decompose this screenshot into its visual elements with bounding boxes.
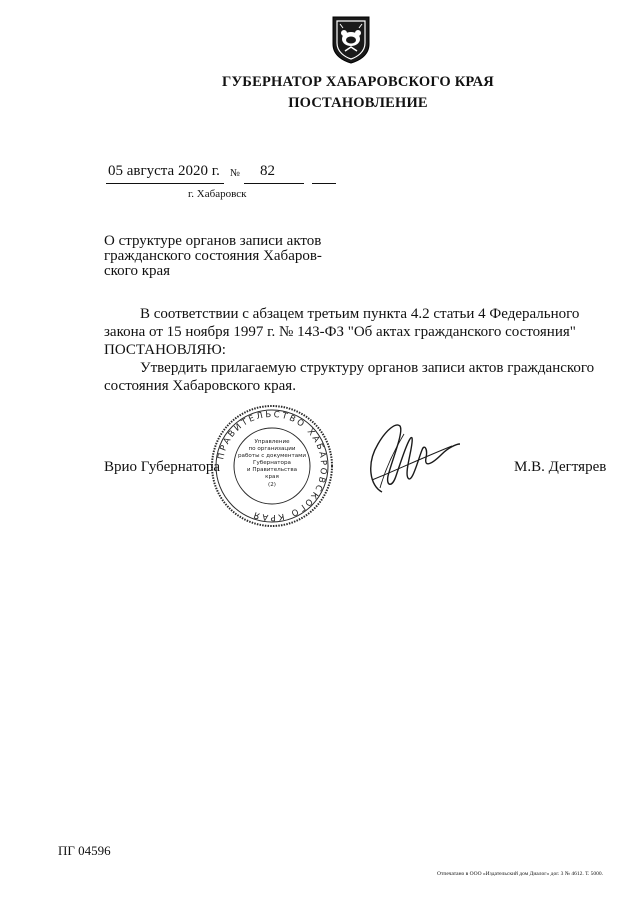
number-underline: [244, 183, 304, 184]
subject-line: гражданского состояния Хабаров-: [104, 248, 322, 264]
preamble-line: В соответствии с абзацем третьим пункта 4.2 статьи 4 Федерального: [140, 306, 580, 322]
seal-inner-text: работы с документами: [238, 453, 306, 459]
signatory-name: М.В. Дегтярев: [514, 459, 607, 475]
seal-inner-text: и Правительства: [246, 467, 298, 473]
document-date: 05 августа 2020 г.: [108, 163, 220, 179]
clause-line: состояния Хабаровского края.: [104, 378, 296, 394]
seal-inner-text: по организации: [248, 446, 296, 452]
official-seal: [210, 404, 334, 528]
seal-inner-text: Губернатора: [253, 460, 291, 466]
seal-outer-text: ПРАВИТЕЛЬСТВО ХАБАРОВСКОГО КРАЯ: [216, 409, 329, 523]
handwritten-signature: [352, 414, 462, 498]
seal-inner-text: (2): [268, 482, 276, 488]
signatory-position: Врио Губернатора: [104, 459, 221, 475]
date-underline: [106, 183, 224, 184]
city-label: г. Хабаровск: [188, 188, 247, 200]
preamble-line: закона от 15 ноября 1997 г. № 143-ФЗ "Об актах гражданского состояния": [104, 324, 576, 340]
document-code: ПГ 04596: [58, 843, 111, 858]
coat-of-arms-emblem: [330, 14, 372, 64]
seal-inner-text: края: [265, 474, 279, 480]
document-body: [104, 305, 610, 395]
subject-line: ского края: [104, 263, 171, 279]
clause-line: Утвердить прилагаемую структуру органов записи актов гражданского: [140, 360, 595, 376]
decree-word: ПОСТАНОВЛЯЮ:: [104, 342, 226, 358]
registration-line: [106, 163, 336, 185]
trailing-underline: [312, 183, 336, 184]
authority-title: ГУБЕРНАТОР ХАБАРОВСКОГО КРАЯ: [222, 74, 494, 90]
document-subject: [104, 234, 338, 279]
subject-line: О структуре органов записи актов: [104, 233, 322, 249]
document-number: 82: [260, 163, 275, 179]
printer-note: Отпечатано в ООО «Издательский дом Диалог» дог. 3 № 4612. Т. 5000.: [437, 871, 604, 877]
document-type-title: ПОСТАНОВЛЕНИЕ: [288, 95, 428, 111]
number-sign: №: [230, 168, 241, 179]
seal-inner-text: Управление: [254, 439, 290, 445]
